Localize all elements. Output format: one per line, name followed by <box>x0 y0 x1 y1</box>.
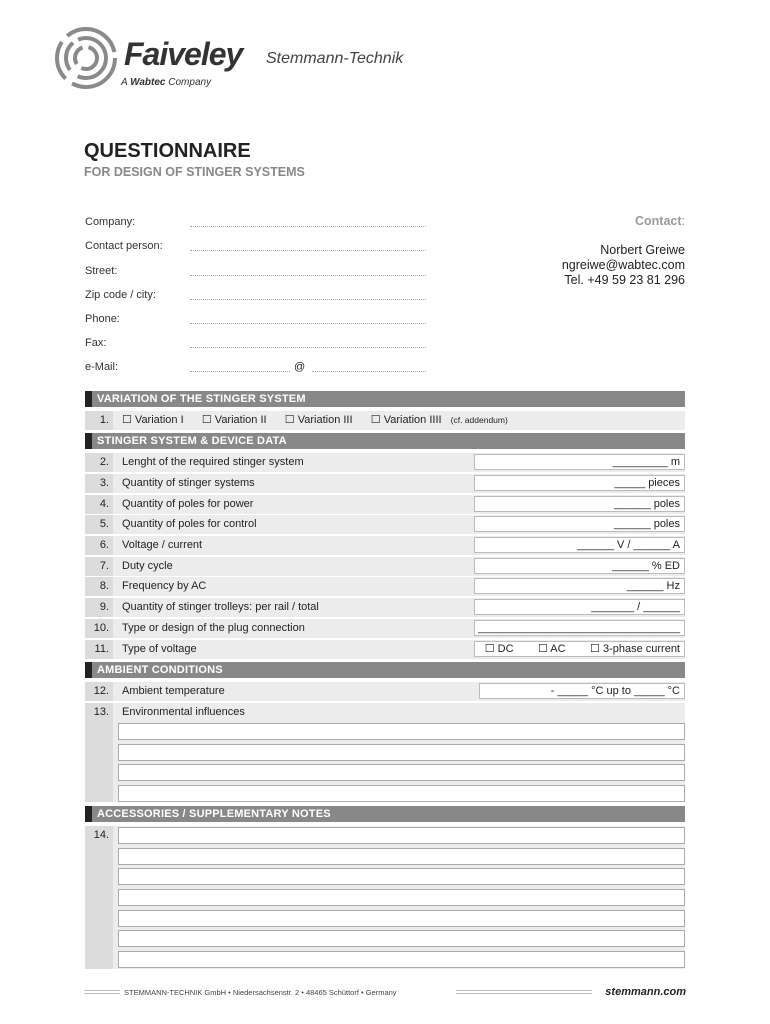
street-field[interactable] <box>190 274 426 276</box>
contact-person-field[interactable] <box>190 249 426 251</box>
voltage-current-input[interactable]: ______ V / ______ A <box>474 537 685 553</box>
row-number: 3. <box>85 474 113 493</box>
notes-line-7[interactable] <box>118 951 685 968</box>
row-number-bg <box>85 826 113 969</box>
variation-3-checkbox[interactable]: ☐ Variation III <box>284 414 353 426</box>
row-number: 2. <box>85 453 113 472</box>
tag-brand: Wabtec <box>130 77 166 88</box>
table-row <box>85 557 685 576</box>
section-ambient-title: AMBIENT CONDITIONS <box>97 664 223 676</box>
row-label: Quantity of stinger systems <box>122 477 255 489</box>
row-label: Duty cycle <box>122 560 173 572</box>
trolleys-input[interactable]: _______ / ______ <box>474 599 685 615</box>
row-label: Quantity of poles for power <box>122 498 254 510</box>
brand-subname: Stemmann-Technik <box>266 50 404 67</box>
tag-suffix: Company <box>168 77 212 88</box>
table-row <box>85 515 685 534</box>
phone-label: Phone: <box>85 313 120 325</box>
stinger-quantity-input[interactable]: _____ pieces <box>474 475 685 491</box>
table-row <box>85 577 685 596</box>
variation-4-checkbox[interactable]: ☐ Variation IIII <box>370 414 442 426</box>
email-at-sign: @ <box>294 361 306 373</box>
voltage-type-options[interactable]: ☐ DC ☐ AC ☐ 3-phase current <box>474 641 685 657</box>
contact-heading-text: Contact <box>634 214 682 228</box>
contact-person-label: Contact person: <box>85 240 163 252</box>
table-row <box>85 640 685 659</box>
section-device-title: STINGER SYSTEM & DEVICE DATA <box>97 435 287 447</box>
street-label: Street: <box>85 265 118 277</box>
contact-heading-colon: : <box>681 214 685 228</box>
row-label: Type of voltage <box>122 643 197 655</box>
company-logo-icon <box>54 26 118 90</box>
power-poles-input[interactable]: ______ poles <box>474 496 685 512</box>
variation-row <box>85 411 685 430</box>
section-accessories <box>85 806 685 822</box>
environment-line-3[interactable] <box>118 764 685 781</box>
row-number: 1. <box>85 411 113 430</box>
contact-phone: Tel. +49 59 23 81 296 <box>564 273 685 287</box>
environment-line-4[interactable] <box>118 785 685 802</box>
tag-prefix: A <box>121 77 128 88</box>
contact-heading <box>635 214 685 228</box>
table-row <box>85 474 685 493</box>
section-variation-title: VARIATION OF THE STINGER SYSTEM <box>97 393 306 405</box>
row-number: 10. <box>85 619 113 638</box>
control-poles-input[interactable]: ______ poles <box>474 516 685 532</box>
row-label: Quantity of poles for control <box>122 518 257 530</box>
footer-website-link[interactable]: stemmann.com <box>605 986 686 998</box>
row-label: Type or design of the plug connection <box>122 622 305 634</box>
company-field[interactable] <box>190 225 426 227</box>
notes-line-1[interactable] <box>118 827 685 844</box>
notes-line-3[interactable] <box>118 868 685 885</box>
table-row <box>85 598 685 617</box>
brand-tagline <box>121 77 211 88</box>
notes-line-4[interactable] <box>118 889 685 906</box>
section-variation <box>85 391 685 407</box>
table-row <box>85 453 685 472</box>
row-label: Voltage / current <box>122 539 203 551</box>
footer-address: STEMMANN-TECHNIK GmbH • Niedersachsenstr. 2 • 48465 Schüttorf • Germany <box>124 988 397 997</box>
row-number: 5. <box>85 515 113 534</box>
contact-email[interactable]: ngreiwe@wabtec.com <box>561 258 685 272</box>
notes-line-6[interactable] <box>118 930 685 947</box>
row-number: 8. <box>85 577 113 596</box>
brand-name: Faiveley <box>124 36 243 72</box>
row-number: 9. <box>85 598 113 617</box>
zip-city-label: Zip code / city: <box>85 289 156 301</box>
notes-line-2[interactable] <box>118 848 685 865</box>
variation-2-checkbox[interactable]: ☐ Variation II <box>201 414 267 426</box>
row-label: Ambient temperature <box>122 685 225 697</box>
duty-cycle-input[interactable]: ______ % ED <box>474 558 685 574</box>
table-row <box>85 495 685 514</box>
fax-field[interactable] <box>190 346 426 348</box>
row-number: 4. <box>85 495 113 514</box>
contact-name: Norbert Greiwe <box>600 243 685 257</box>
page-subtitle: FOR DESIGN OF STINGER SYSTEMS <box>84 165 305 179</box>
row-number: 12. <box>85 682 113 701</box>
page-title: QUESTIONNAIRE <box>84 140 251 162</box>
row-label: Environmental influences <box>122 706 245 718</box>
table-row <box>85 619 685 638</box>
row-label: Lenght of the required stinger system <box>122 456 304 468</box>
row-label: Quantity of stinger trolleys: per rail / total <box>122 601 319 613</box>
section-device-data <box>85 433 685 449</box>
phone-field[interactable] <box>190 322 426 324</box>
zip-city-field[interactable] <box>190 298 426 300</box>
plug-connection-input[interactable]: _________________________________ <box>474 620 685 636</box>
variation-1-checkbox[interactable]: ☐ Variation I <box>122 414 184 426</box>
row-label: Frequency by AC <box>122 580 207 592</box>
row-number: 7. <box>85 557 113 576</box>
row-number: 14. <box>93 829 109 841</box>
frequency-input[interactable]: ______ Hz <box>474 578 685 594</box>
email-label: e-Mail: <box>85 361 119 373</box>
email-user-field[interactable] <box>190 370 290 372</box>
section-ambient <box>85 662 685 678</box>
fax-label: Fax: <box>85 337 107 349</box>
ambient-temperature-input[interactable]: - _____ °C up to _____ °C <box>479 683 685 699</box>
footer-divider <box>84 993 120 995</box>
row-number: 6. <box>85 536 113 555</box>
email-domain-field[interactable] <box>312 370 426 372</box>
footer-divider <box>456 990 592 992</box>
row-number: 11. <box>85 640 113 659</box>
row-number: 13. <box>93 706 109 718</box>
footer-divider <box>456 993 592 995</box>
environment-line-2[interactable] <box>118 744 685 761</box>
company-label: Company: <box>85 216 136 228</box>
notes-line-5[interactable] <box>118 910 685 927</box>
table-row <box>85 536 685 555</box>
footer-divider <box>84 990 120 992</box>
variation-note: (cf. addendum) <box>450 415 508 425</box>
environment-line-1[interactable] <box>118 723 685 740</box>
length-input[interactable]: _________ m <box>474 454 685 470</box>
table-row <box>85 682 685 701</box>
section-accessories-title: ACCESSORIES / SUPPLEMENTARY NOTES <box>97 808 331 820</box>
